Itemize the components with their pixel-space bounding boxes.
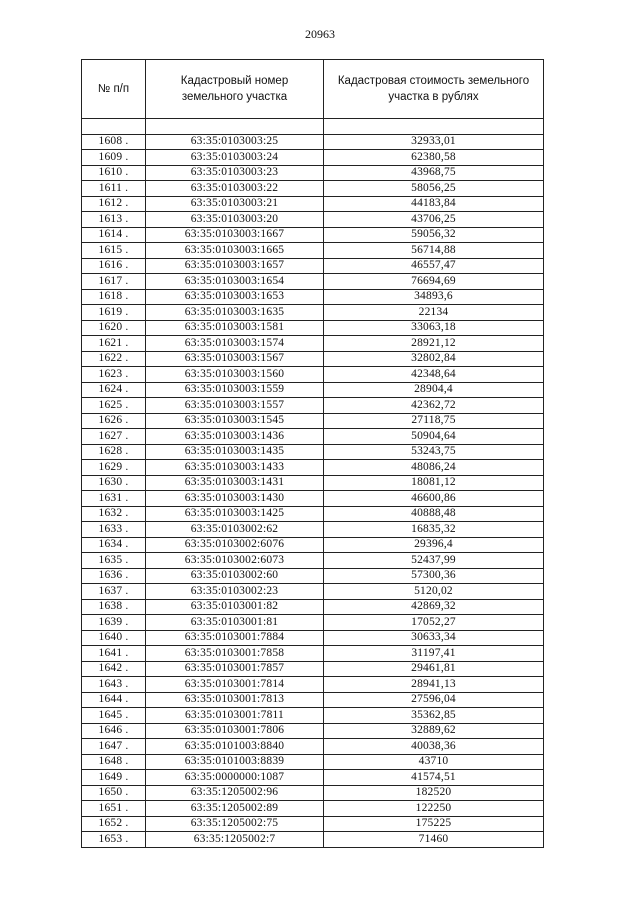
row-index: 1615 . — [82, 243, 146, 259]
row-index: 1608 . — [82, 134, 146, 150]
row-cadastral-number: 63:35:0103001:7814 — [146, 677, 324, 693]
table-row — [82, 584, 544, 600]
row-index: 1634 . — [82, 537, 146, 553]
row-cadastral-value: 29396,4 — [324, 537, 544, 553]
row-index: 1628 . — [82, 444, 146, 460]
row-cadastral-value: 27118,75 — [324, 413, 544, 429]
table-row — [82, 320, 544, 336]
row-index: 1629 . — [82, 460, 146, 476]
row-cadastral-number: 63:35:0103003:1436 — [146, 429, 324, 445]
table-row — [82, 568, 544, 584]
table-row — [82, 615, 544, 631]
row-cadastral-number: 63:35:0103003:1635 — [146, 305, 324, 321]
row-cadastral-value: 53243,75 — [324, 444, 544, 460]
row-cadastral-value: 32933,01 — [324, 134, 544, 150]
row-index: 1623 . — [82, 367, 146, 383]
row-index: 1631 . — [82, 491, 146, 507]
row-cadastral-number: 63:35:0103003:1653 — [146, 289, 324, 305]
row-cadastral-value: 28941,13 — [324, 677, 544, 693]
table-row — [82, 181, 544, 197]
row-cadastral-value: 35362,85 — [324, 708, 544, 724]
row-cadastral-value: 182520 — [324, 785, 544, 801]
row-cadastral-value: 71460 — [324, 832, 544, 848]
row-index: 1651 . — [82, 801, 146, 817]
row-index: 1640 . — [82, 630, 146, 646]
row-cadastral-value: 43968,75 — [324, 165, 544, 181]
row-index: 1644 . — [82, 692, 146, 708]
row-index: 1619 . — [82, 305, 146, 321]
table-row — [82, 677, 544, 693]
table-row — [82, 537, 544, 553]
row-cadastral-number: 63:35:0103003:1560 — [146, 367, 324, 383]
row-cadastral-value: 33063,18 — [324, 320, 544, 336]
row-cadastral-value: 31197,41 — [324, 646, 544, 662]
row-index: 1635 . — [82, 553, 146, 569]
row-index: 1637 . — [82, 584, 146, 600]
row-index: 1639 . — [82, 615, 146, 631]
row-cadastral-number: 63:35:0103003:25 — [146, 134, 324, 150]
row-cadastral-number: 63:35:0103003:1559 — [146, 382, 324, 398]
header-index: № п/п — [82, 60, 146, 119]
table-row — [82, 212, 544, 228]
row-index: 1647 . — [82, 739, 146, 755]
row-cadastral-value: 59056,32 — [324, 227, 544, 243]
table-row — [82, 801, 544, 817]
row-index: 1612 . — [82, 196, 146, 212]
row-cadastral-value: 175225 — [324, 816, 544, 832]
row-cadastral-number: 63:35:0103003:22 — [146, 181, 324, 197]
row-index: 1648 . — [82, 754, 146, 770]
table-row — [82, 367, 544, 383]
row-index: 1625 . — [82, 398, 146, 414]
table-row — [82, 165, 544, 181]
row-index: 1632 . — [82, 506, 146, 522]
row-index: 1643 . — [82, 677, 146, 693]
table-row — [82, 522, 544, 538]
row-index: 1633 . — [82, 522, 146, 538]
row-index: 1650 . — [82, 785, 146, 801]
row-cadastral-number: 63:35:0103001:82 — [146, 599, 324, 615]
row-cadastral-value: 32802,84 — [324, 351, 544, 367]
header-cadastral-number: Кадастровый номер земельного участка — [146, 60, 324, 119]
row-cadastral-number: 63:35:0103003:1574 — [146, 336, 324, 352]
row-index: 1646 . — [82, 723, 146, 739]
row-cadastral-number: 63:35:1205002:96 — [146, 785, 324, 801]
row-cadastral-number: 63:35:0103002:6073 — [146, 553, 324, 569]
table-row — [82, 258, 544, 274]
row-cadastral-number: 63:35:0103002:62 — [146, 522, 324, 538]
table-row — [82, 630, 544, 646]
row-index: 1614 . — [82, 227, 146, 243]
row-index: 1617 . — [82, 274, 146, 290]
row-index: 1652 . — [82, 816, 146, 832]
row-index: 1613 . — [82, 212, 146, 228]
header-row — [82, 60, 544, 119]
row-cadastral-number: 63:35:0103002:23 — [146, 584, 324, 600]
table-row — [82, 785, 544, 801]
row-cadastral-number: 63:35:0103001:7811 — [146, 708, 324, 724]
row-cadastral-value: 28921,12 — [324, 336, 544, 352]
row-cadastral-value: 17052,27 — [324, 615, 544, 631]
row-index: 1626 . — [82, 413, 146, 429]
row-index: 1622 . — [82, 351, 146, 367]
row-cadastral-number: 63:35:0103003:1545 — [146, 413, 324, 429]
row-cadastral-number: 63:35:1205002:7 — [146, 832, 324, 848]
header-cadastral-value: Кадастровая стоимость земельного участка в рублях — [324, 60, 544, 119]
row-cadastral-number: 63:35:0103001:7884 — [146, 630, 324, 646]
row-cadastral-number: 63:35:0103003:1430 — [146, 491, 324, 507]
row-cadastral-value: 28904,4 — [324, 382, 544, 398]
row-cadastral-number: 63:35:0103003:1435 — [146, 444, 324, 460]
row-cadastral-value: 27596,04 — [324, 692, 544, 708]
table-row — [82, 475, 544, 491]
table-body — [82, 119, 544, 848]
row-cadastral-number: 63:35:0103001:7857 — [146, 661, 324, 677]
table-row — [82, 382, 544, 398]
row-cadastral-number: 63:35:0103003:1657 — [146, 258, 324, 274]
row-cadastral-value: 76694,69 — [324, 274, 544, 290]
row-cadastral-number: 63:35:0103003:1581 — [146, 320, 324, 336]
row-cadastral-number: 63:35:0103003:1425 — [146, 506, 324, 522]
table-row — [82, 506, 544, 522]
row-index: 1610 . — [82, 165, 146, 181]
table-row — [82, 413, 544, 429]
row-cadastral-number: 63:35:0103003:1654 — [146, 274, 324, 290]
row-cadastral-value: 18081,12 — [324, 475, 544, 491]
table-row — [82, 816, 544, 832]
table-row — [82, 832, 544, 848]
row-cadastral-number: 63:35:1205002:75 — [146, 816, 324, 832]
cadastral-value-table — [81, 59, 544, 848]
row-index: 1645 . — [82, 708, 146, 724]
row-cadastral-value: 42348,64 — [324, 367, 544, 383]
row-cadastral-number: 63:35:0103003:1557 — [146, 398, 324, 414]
table-row — [82, 351, 544, 367]
row-cadastral-number: 63:35:0000000:1087 — [146, 770, 324, 786]
row-index: 1630 . — [82, 475, 146, 491]
row-cadastral-value: 58056,25 — [324, 181, 544, 197]
row-index: 1611 . — [82, 181, 146, 197]
row-cadastral-number: 63:35:0101003:8839 — [146, 754, 324, 770]
row-cadastral-value: 34893,6 — [324, 289, 544, 305]
row-cadastral-value: 62380,58 — [324, 150, 544, 166]
row-cadastral-value: 40038,36 — [324, 739, 544, 755]
table-row — [82, 243, 544, 259]
row-index: 1616 . — [82, 258, 146, 274]
row-cadastral-number: 63:35:0101003:8840 — [146, 739, 324, 755]
row-index: 1620 . — [82, 320, 146, 336]
row-cadastral-value: 46557,47 — [324, 258, 544, 274]
row-cadastral-value: 16835,32 — [324, 522, 544, 538]
table-row — [82, 336, 544, 352]
table-row — [82, 460, 544, 476]
row-cadastral-value: 46600,86 — [324, 491, 544, 507]
row-index: 1641 . — [82, 646, 146, 662]
row-index: 1649 . — [82, 770, 146, 786]
row-cadastral-value: 56714,88 — [324, 243, 544, 259]
row-cadastral-value: 29461,81 — [324, 661, 544, 677]
table-row — [82, 150, 544, 166]
row-cadastral-value: 48086,24 — [324, 460, 544, 476]
row-cadastral-value: 122250 — [324, 801, 544, 817]
table-header — [82, 60, 544, 119]
row-cadastral-value: 43706,25 — [324, 212, 544, 228]
row-cadastral-value: 50904,64 — [324, 429, 544, 445]
table-row — [82, 491, 544, 507]
row-cadastral-number: 63:35:0103001:7813 — [146, 692, 324, 708]
row-cadastral-number: 63:35:1205002:89 — [146, 801, 324, 817]
table-row — [82, 444, 544, 460]
table-row — [82, 196, 544, 212]
table-row — [82, 134, 544, 150]
row-cadastral-number: 63:35:0103001:81 — [146, 615, 324, 631]
row-cadastral-value: 32889,62 — [324, 723, 544, 739]
row-index: 1653 . — [82, 832, 146, 848]
row-cadastral-value: 42362,72 — [324, 398, 544, 414]
row-cadastral-value: 52437,99 — [324, 553, 544, 569]
row-index: 1636 . — [82, 568, 146, 584]
row-cadastral-value: 41574,51 — [324, 770, 544, 786]
row-cadastral-value: 44183,84 — [324, 196, 544, 212]
row-cadastral-value: 42869,32 — [324, 599, 544, 615]
row-cadastral-number: 63:35:0103001:7806 — [146, 723, 324, 739]
table-row — [82, 429, 544, 445]
row-index: 1621 . — [82, 336, 146, 352]
table-row — [82, 305, 544, 321]
row-cadastral-value: 22134 — [324, 305, 544, 321]
table-row — [82, 708, 544, 724]
row-cadastral-number: 63:35:0103003:20 — [146, 212, 324, 228]
row-index: 1638 . — [82, 599, 146, 615]
row-cadastral-number: 63:35:0103002:60 — [146, 568, 324, 584]
page-number: 20963 — [305, 27, 335, 41]
row-index: 1624 . — [82, 382, 146, 398]
table-row — [82, 599, 544, 615]
table-row — [82, 692, 544, 708]
row-cadastral-number: 63:35:0103002:6076 — [146, 537, 324, 553]
row-cadastral-number: 63:35:0103003:1667 — [146, 227, 324, 243]
table-row — [82, 274, 544, 290]
row-cadastral-value: 57300,36 — [324, 568, 544, 584]
table-row — [82, 553, 544, 569]
row-cadastral-value: 5120,02 — [324, 584, 544, 600]
row-cadastral-value: 40888,48 — [324, 506, 544, 522]
row-cadastral-value: 43710 — [324, 754, 544, 770]
row-cadastral-number: 63:35:0103001:7858 — [146, 646, 324, 662]
table-row — [82, 661, 544, 677]
table-row — [82, 723, 544, 739]
table-row — [82, 739, 544, 755]
row-index: 1618 . — [82, 289, 146, 305]
table-row — [82, 289, 544, 305]
table-row — [82, 770, 544, 786]
row-index: 1609 . — [82, 150, 146, 166]
row-cadastral-number: 63:35:0103003:1567 — [146, 351, 324, 367]
row-cadastral-number: 63:35:0103003:24 — [146, 150, 324, 166]
table-row — [82, 646, 544, 662]
table-row — [82, 754, 544, 770]
table-row — [82, 398, 544, 414]
row-cadastral-number: 63:35:0103003:1665 — [146, 243, 324, 259]
row-cadastral-number: 63:35:0103003:1431 — [146, 475, 324, 491]
row-index: 1627 . — [82, 429, 146, 445]
row-cadastral-number: 63:35:0103003:1433 — [146, 460, 324, 476]
table-row — [82, 227, 544, 243]
row-cadastral-number: 63:35:0103003:23 — [146, 165, 324, 181]
row-cadastral-number: 63:35:0103003:21 — [146, 196, 324, 212]
row-cadastral-value: 30633,34 — [324, 630, 544, 646]
header-separator — [82, 119, 544, 135]
row-index: 1642 . — [82, 661, 146, 677]
